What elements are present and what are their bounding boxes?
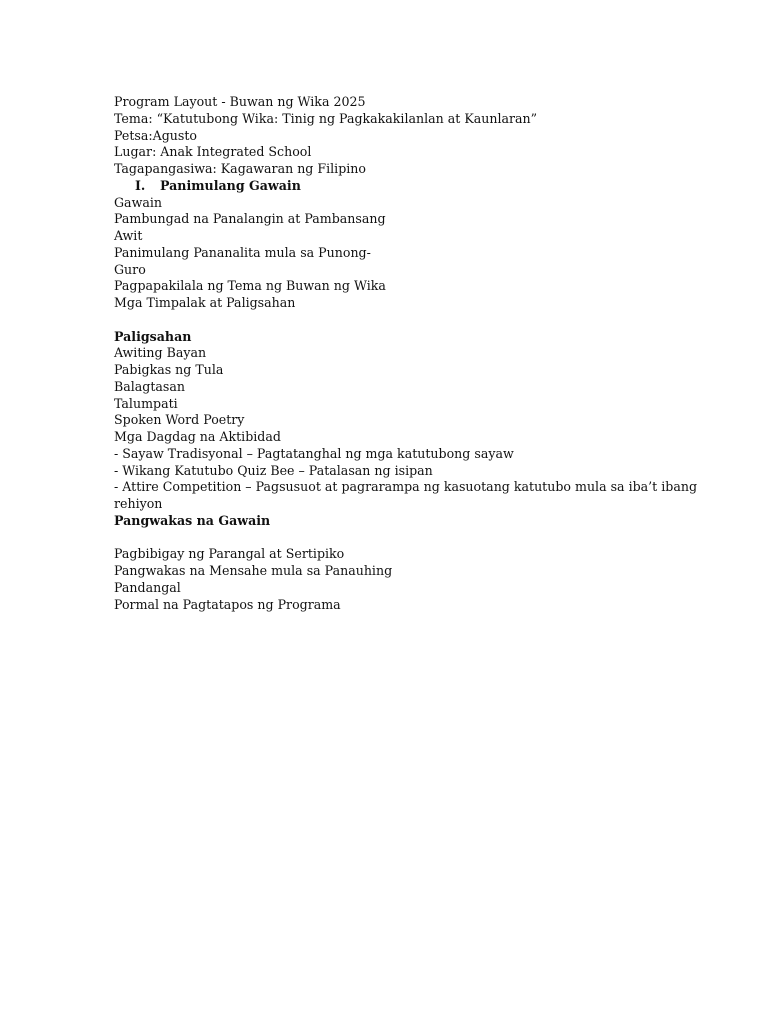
list-item: - Attire Competition – Pagsusuot at pagrarampa ng kasuotang katutubo mula sa iba’t ibang (114, 479, 698, 495)
section-number: I. (135, 177, 146, 193)
spacer (114, 530, 768, 547)
list-item: Mga Dagdag na Aktibidad (114, 429, 281, 444)
list-item: Panimulang Pananalita mula sa Punong- (114, 244, 371, 260)
program-organizer: Tagapangasiwa: Kagawaran ng Filipino (114, 161, 366, 176)
spacer (114, 312, 768, 329)
section-heading-pangwakas: Pangwakas na Gawain (114, 512, 271, 528)
list-item: Balagtasan (114, 378, 186, 394)
program-theme: Tema: “Katutubong Wika: Tinig ng Pagkakakilanlan at Kaunlaran” (114, 110, 538, 126)
list-item: Guro (114, 261, 146, 277)
program-date: Petsa:Agusto (114, 127, 198, 143)
list-item: Pagpapakilala ng Tema ng Buwan ng Wika (114, 278, 386, 294)
list-item: Pagbibigay ng Parangal at Sertipiko (114, 546, 345, 562)
list-item: Pandangal (114, 579, 181, 595)
list-item: Awit (114, 228, 143, 243)
section-title: Panimulang Gawain (160, 177, 301, 193)
list-item: Pangwakas na Mensahe mula sa Panauhing (114, 563, 393, 578)
list-item: Gawain (114, 194, 162, 210)
program-title: Program Layout - Buwan ng Wika 2025 (114, 94, 366, 109)
list-item: Talumpati (114, 395, 178, 411)
list-item: - Sayaw Tradisyonal – Pagtatanghal ng mga katutubong sayaw (114, 445, 514, 461)
list-item: Pabigkas ng Tula (114, 362, 224, 377)
section-heading-paligsahan: Paligsahan (114, 328, 192, 344)
list-item: Awiting Bayan (114, 345, 207, 361)
section-heading-panimula (114, 178, 768, 195)
program-venue: Lugar: Anak Integrated School (114, 144, 312, 160)
list-item: Spoken Word Poetry (114, 412, 245, 428)
list-item: Pambungad na Panalangin at Pambansang (114, 211, 386, 227)
list-item: - Wikang Katutubo Quiz Bee – Patalasan ng isipan (114, 462, 433, 478)
list-item: rehiyon (114, 496, 163, 511)
list-item: Pormal na Pagtatapos ng Programa (114, 596, 341, 612)
list-item: Mga Timpalak at Paligsahan (114, 295, 296, 310)
